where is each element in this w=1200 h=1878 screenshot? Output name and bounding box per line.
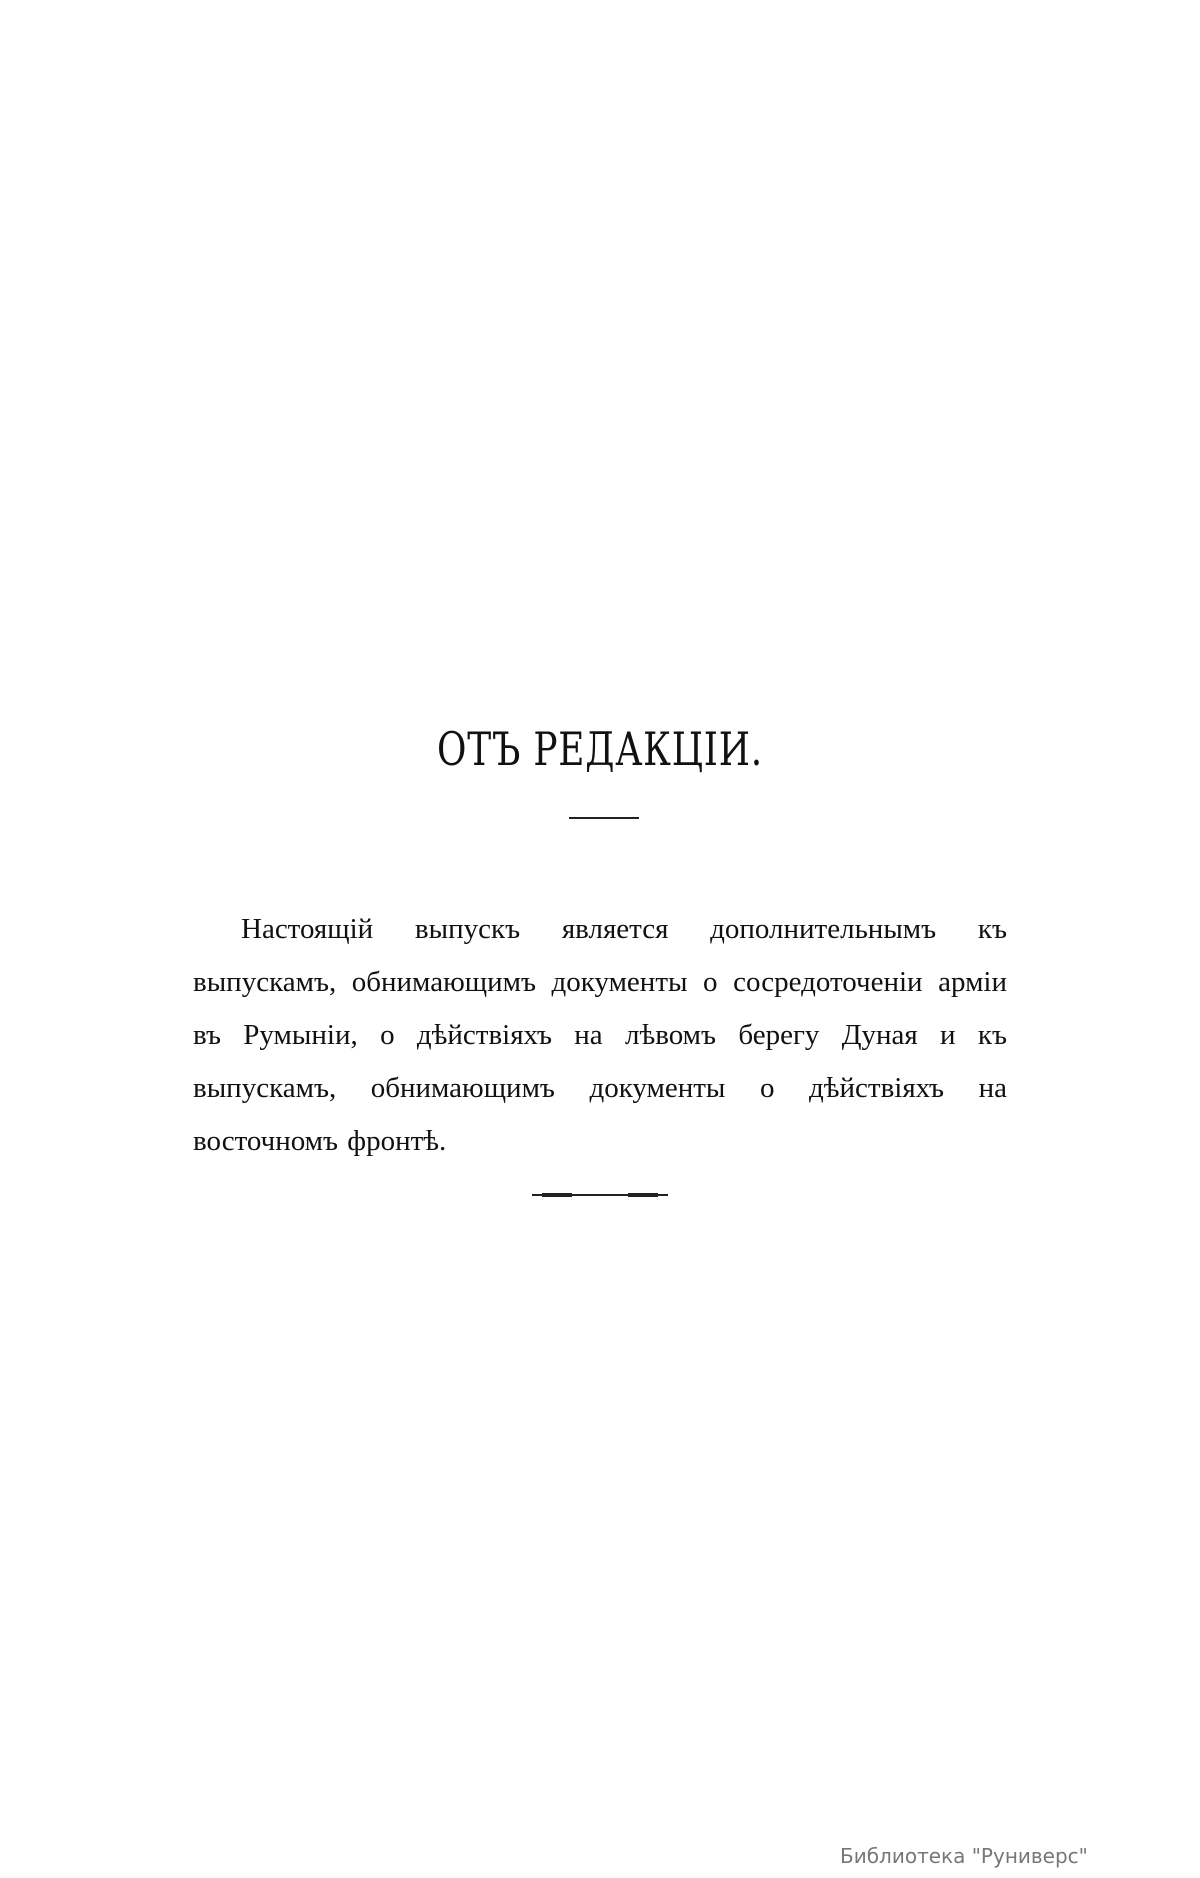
closing-ornament-rule xyxy=(532,1193,668,1197)
title-divider xyxy=(569,817,639,819)
editorial-paragraph: Настоящій выпускъ является дополнительнымъ къ выпускамъ, обнимающимъ документы о сосредоточеніи арміи въ Румыніи, о дѣйствіяхъ на лѣвомъ берегу Дуная и къ выпускамъ, обнимающимъ документы о дѣйствіяхъ на восточномъ фронтѣ. xyxy=(193,913,1007,1157)
page-title: ОТЪ РЕДАКЦІИ. xyxy=(436,722,763,776)
library-watermark: Библиотека "Руниверс" xyxy=(840,1844,1088,1868)
